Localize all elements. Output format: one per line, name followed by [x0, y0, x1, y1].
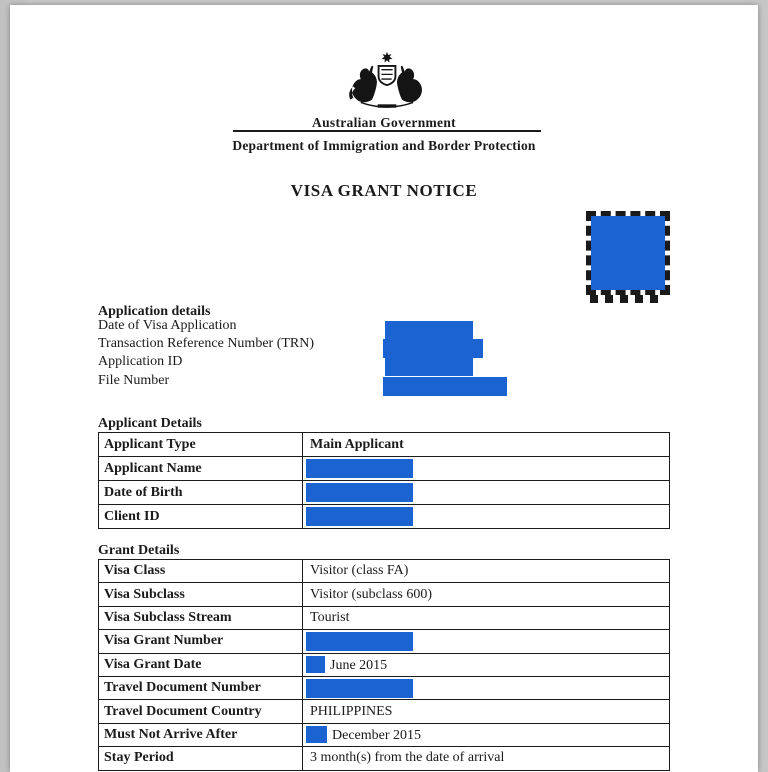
row-label-cell: Visa Subclass — [99, 583, 303, 606]
field-label: Transaction Reference Number (TRN) — [98, 336, 315, 351]
redaction-bar — [383, 339, 483, 358]
row-value-cell: Visitor (class FA) — [303, 560, 670, 583]
redaction-bar — [306, 507, 413, 526]
row-label-cell: Travel Document Country — [99, 700, 303, 723]
row-value-cell — [303, 723, 670, 746]
field-label: File Number — [98, 373, 170, 388]
table-row — [99, 723, 670, 746]
commonwealth-star-icon — [382, 52, 393, 63]
field-label: Application ID — [98, 354, 183, 369]
row-label-cell: Must Not Arrive After — [99, 723, 303, 746]
redaction-bar — [383, 377, 507, 396]
row-label-cell: Visa Grant Date — [99, 653, 303, 676]
row-label-cell: Visa Class — [99, 560, 303, 583]
table-row — [99, 583, 670, 606]
table-row — [99, 630, 670, 653]
shield-icon — [379, 66, 396, 85]
section-heading-grant-details: Grant Details — [98, 543, 180, 558]
header-divider — [233, 130, 541, 132]
row-value-text: December 2015 — [332, 727, 422, 743]
redaction-bar — [306, 679, 413, 698]
grant-details-table — [98, 559, 670, 771]
table-row — [99, 433, 670, 457]
coat-of-arms-icon — [340, 51, 434, 109]
row-value-cell — [303, 676, 670, 699]
row-label-cell: Applicant Type — [99, 433, 303, 457]
redacted-barcode — [586, 211, 670, 295]
kangaroo-icon — [349, 66, 377, 102]
visa-grant-notice-page — [10, 5, 758, 772]
table-row — [99, 653, 670, 676]
row-label-cell: Travel Document Number — [99, 676, 303, 699]
table-row — [99, 606, 670, 629]
row-value-cell — [303, 481, 670, 505]
row-value-text: June 2015 — [330, 657, 388, 673]
applicant-details-table — [98, 432, 670, 529]
row-label-cell: Date of Birth — [99, 481, 303, 505]
row-label-cell: Client ID — [99, 505, 303, 529]
table-row — [99, 505, 670, 529]
section-heading-application-details: Application details — [98, 304, 211, 319]
banner-icon — [378, 104, 397, 107]
redaction-bar — [306, 726, 327, 743]
table-row — [99, 747, 670, 770]
table-row — [99, 481, 670, 505]
row-value-cell — [303, 653, 670, 676]
row-value-cell: Main Applicant — [303, 433, 670, 457]
row-value-cell: PHILIPPINES — [303, 700, 670, 723]
row-value-cell — [303, 457, 670, 481]
row-label-cell: Applicant Name — [99, 457, 303, 481]
row-value-cell: Visitor (subclass 600) — [303, 583, 670, 606]
redaction-bar — [306, 483, 413, 502]
row-value-cell — [303, 505, 670, 529]
table-row — [99, 700, 670, 723]
row-value-cell: Tourist — [303, 606, 670, 629]
row-label-cell: Stay Period — [99, 747, 303, 770]
redaction-bar — [306, 656, 325, 673]
row-label-cell: Visa Subclass Stream — [99, 606, 303, 629]
emu-icon — [397, 66, 422, 102]
section-heading-applicant-details: Applicant Details — [98, 416, 202, 431]
table-row — [99, 560, 670, 583]
row-label-cell: Visa Grant Number — [99, 630, 303, 653]
barcode-bottom-modules — [590, 295, 664, 303]
document-title: VISA GRANT NOTICE — [290, 181, 478, 200]
table-row — [99, 457, 670, 481]
department-name: Department of Immigration and Border Protection — [232, 138, 536, 153]
redaction-bar — [385, 321, 473, 339]
redaction-bar — [306, 459, 413, 478]
row-value-cell: 3 month(s) from the date of arrival — [303, 747, 670, 770]
table-row — [99, 676, 670, 699]
barcode-redaction-overlay — [591, 216, 665, 290]
row-value-cell — [303, 630, 670, 653]
redaction-bar — [385, 358, 473, 376]
redaction-bar — [306, 632, 413, 651]
field-label: Date of Visa Application — [98, 318, 237, 333]
government-name: Australian Government — [312, 115, 456, 130]
